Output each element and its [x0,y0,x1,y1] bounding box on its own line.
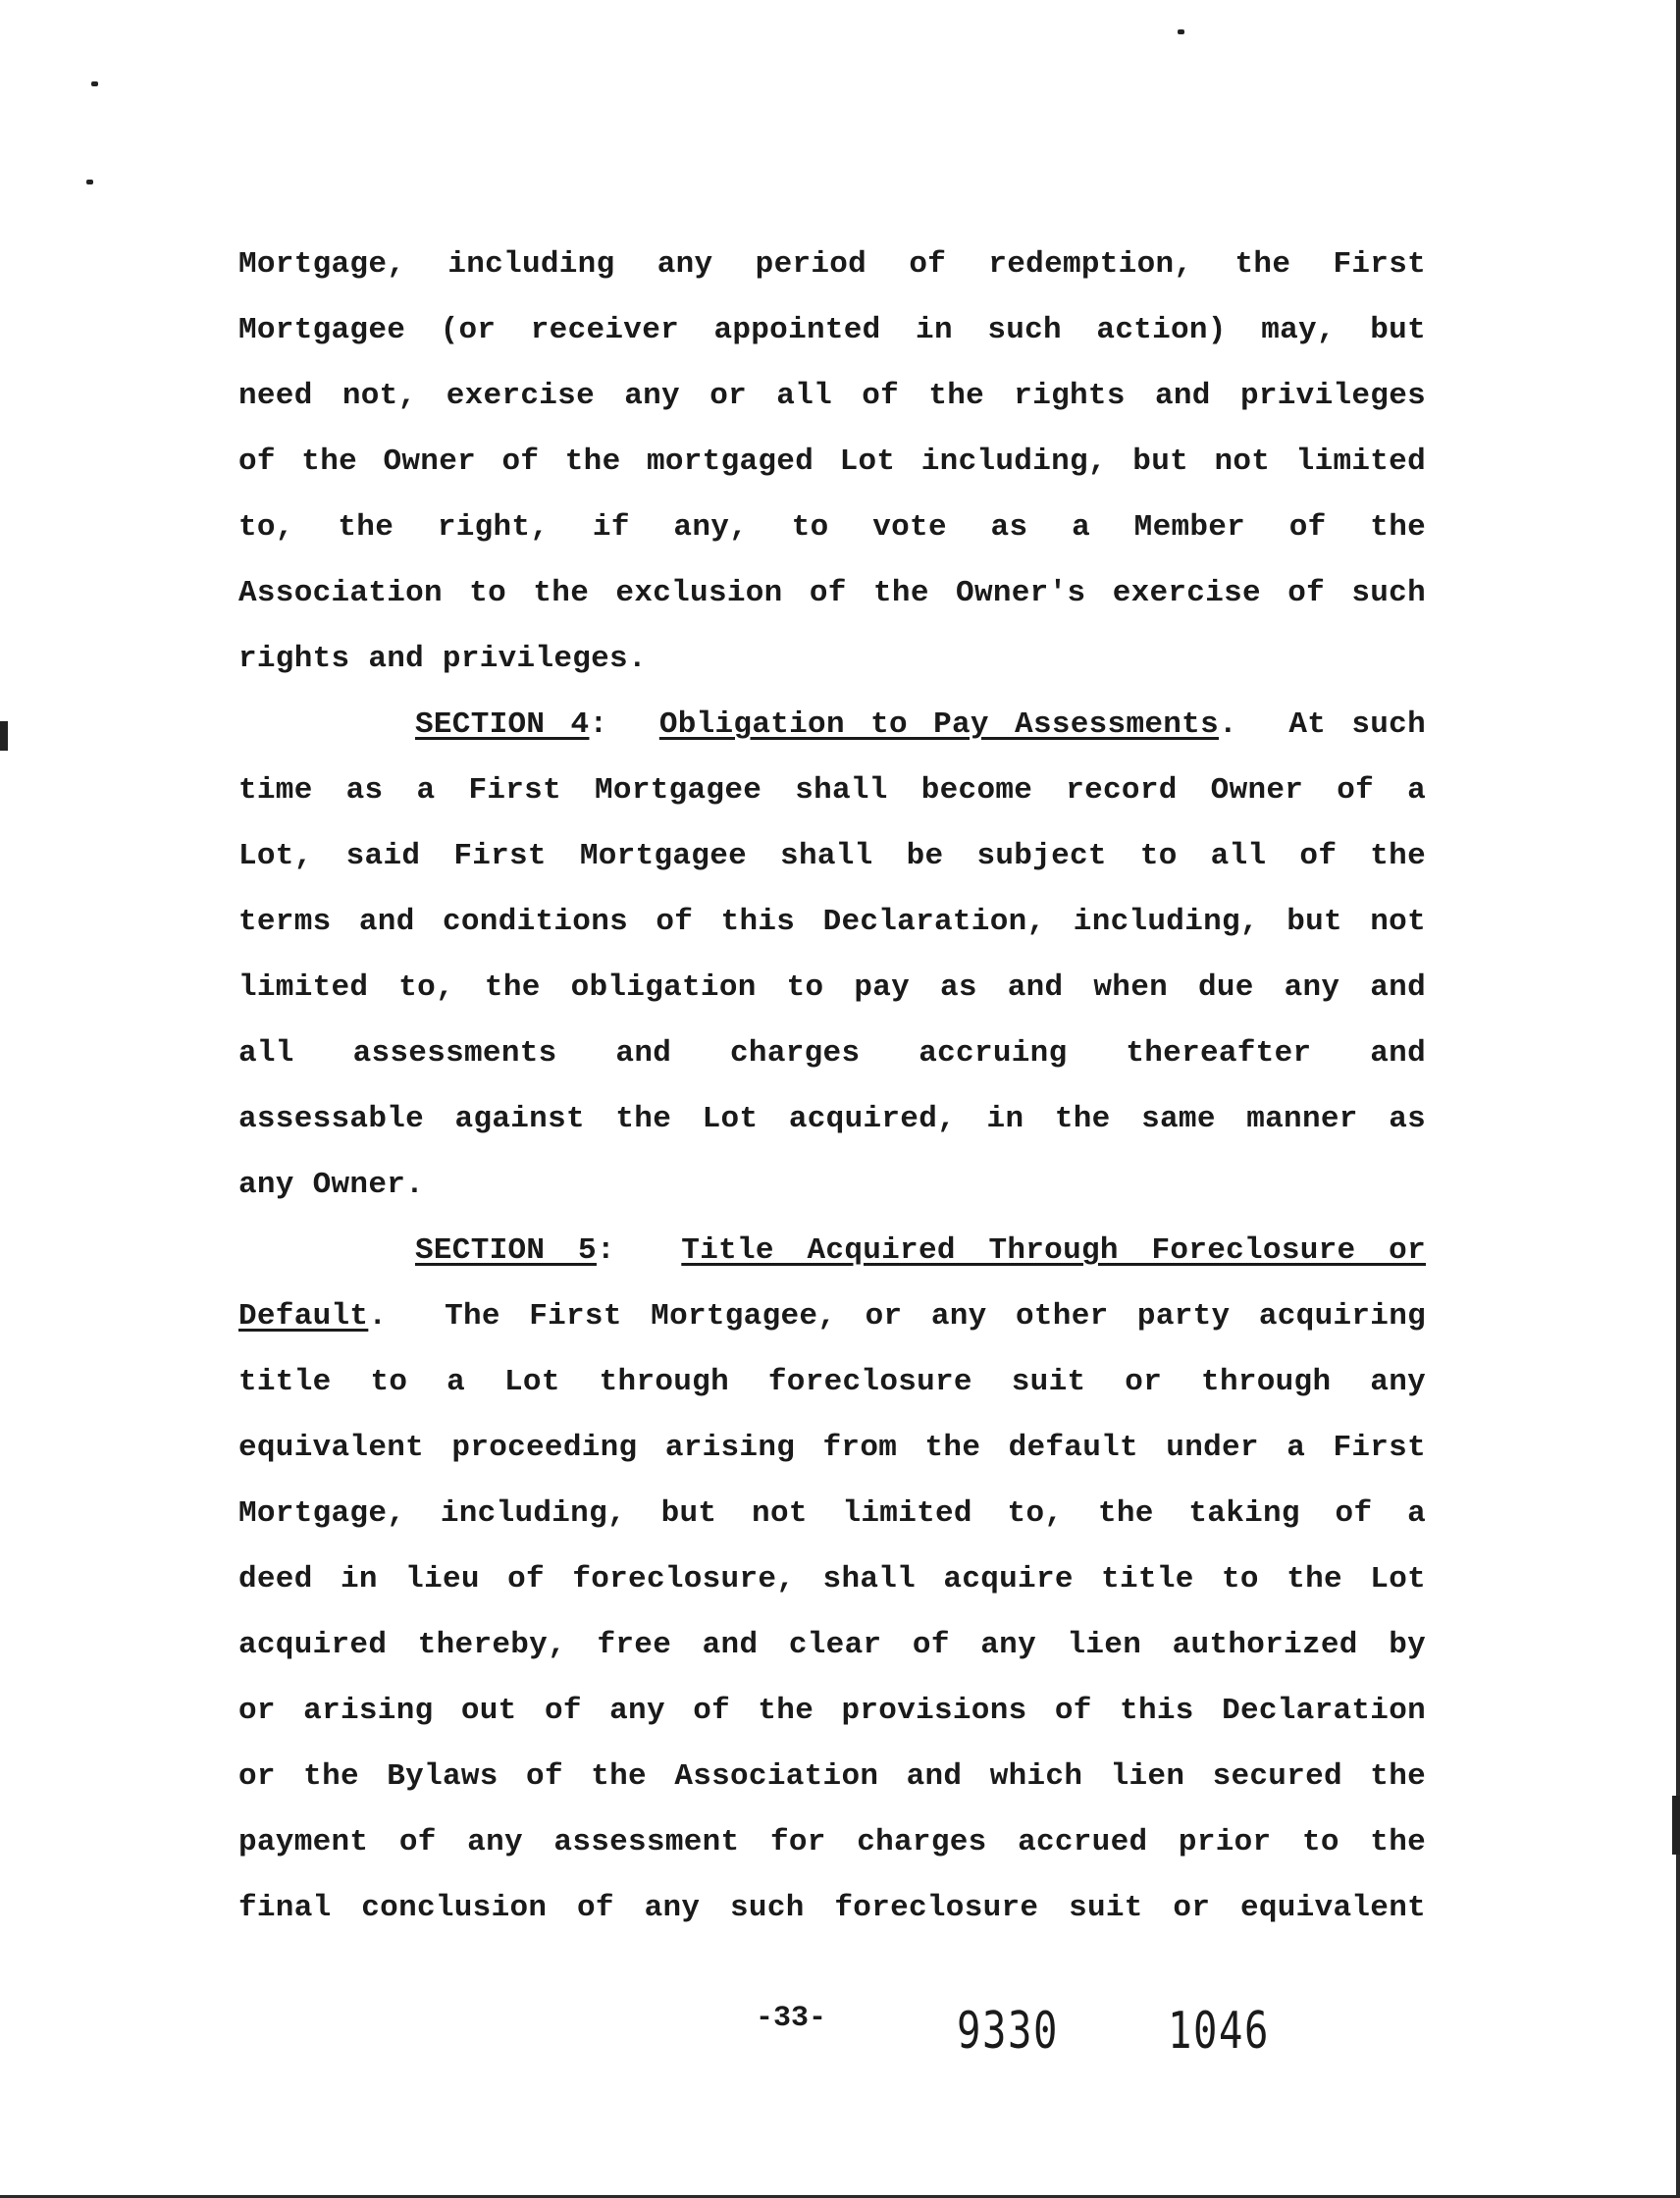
section-heading-line: SECTION 5: Title Acquired Through Foreclosure or [415,1233,1426,1268]
text-line: to, the right, if any, to vote as a Member of the [238,510,1426,545]
text-fragment: At such [1288,707,1426,742]
scan-edge-mark [1672,1796,1680,1855]
text-line: Association to the exclusion of the Owner's exercise of such [238,576,1426,610]
text-line: Mortgage, including, but not limited to, the taking of a [238,1496,1426,1531]
section-heading-line: SECTION 4: Obligation to Pay Assessments. At such [415,707,1426,742]
section-title: Obligation to Pay Assessments [658,707,1219,742]
text-line: title to a Lot through foreclosure suit or through any [238,1365,1426,1399]
text-line: time as a First Mortgagee shall become record Owner of a [238,773,1426,808]
paragraph [238,232,1426,692]
text-line: Mortgage, including any period of redemption, the First [238,247,1426,282]
recording-stamp-page: 1046 [1168,2002,1270,2061]
text-line: all assessments and charges accruing thereafter and [238,1036,1426,1071]
text-fragment: The First Mortgagee, or any other party acquiring [445,1299,1426,1334]
text-line: final conclusion of any such foreclosure suit or equivalent [238,1891,1426,1925]
section-number: SECTION 5 [415,1233,597,1268]
text-line: limited to, the obligation to pay as and when due any and [238,970,1426,1005]
text-line: equivalent proceeding arising from the default under a First [238,1431,1426,1465]
scan-edge-mark [0,721,8,751]
text-line: or arising out of any of the provisions of this Declaration [238,1694,1426,1728]
text-line: assessable against the Lot acquired, in the same manner as [238,1102,1426,1136]
section-title-continued: Default [238,1299,369,1334]
text-line: Mortgagee (or receiver appointed in such action) may, but [238,313,1426,347]
document-body [238,232,1426,1941]
section-5 [238,1218,1426,1941]
text-line: of the Owner of the mortgaged Lot including, but not limited [238,445,1426,479]
text-line: payment of any assessment for charges accrued prior to the [238,1825,1426,1859]
recording-stamp-book: 9330 [957,2002,1059,2061]
section-number: SECTION 4 [415,707,590,742]
scan-speck [91,81,98,86]
text-line: or the Bylaws of the Association and which lien secured the [238,1759,1426,1794]
section-4 [238,692,1426,1218]
scan-speck [86,180,93,184]
text-line: terms and conditions of this Declaration, including, but not [238,905,1426,939]
page-number: -33- [756,2002,827,2035]
text-line: any Owner. [238,1168,425,1202]
text-line: acquired thereby, free and clear of any lien authorized by [238,1628,1426,1662]
text-line: Default. The First Mortgagee, or any other party acquiring [238,1299,1426,1334]
text-line: need not, exercise any or all of the rights and privileges [238,379,1426,413]
text-line: deed in lieu of foreclosure, shall acquire title to the Lot [238,1562,1426,1596]
section-title: Title Acquired Through Foreclosure or [681,1233,1426,1268]
scan-speck [1178,29,1184,34]
text-line: Lot, said First Mortgagee shall be subject to all of the [238,839,1426,873]
text-line: rights and privileges. [238,642,647,676]
